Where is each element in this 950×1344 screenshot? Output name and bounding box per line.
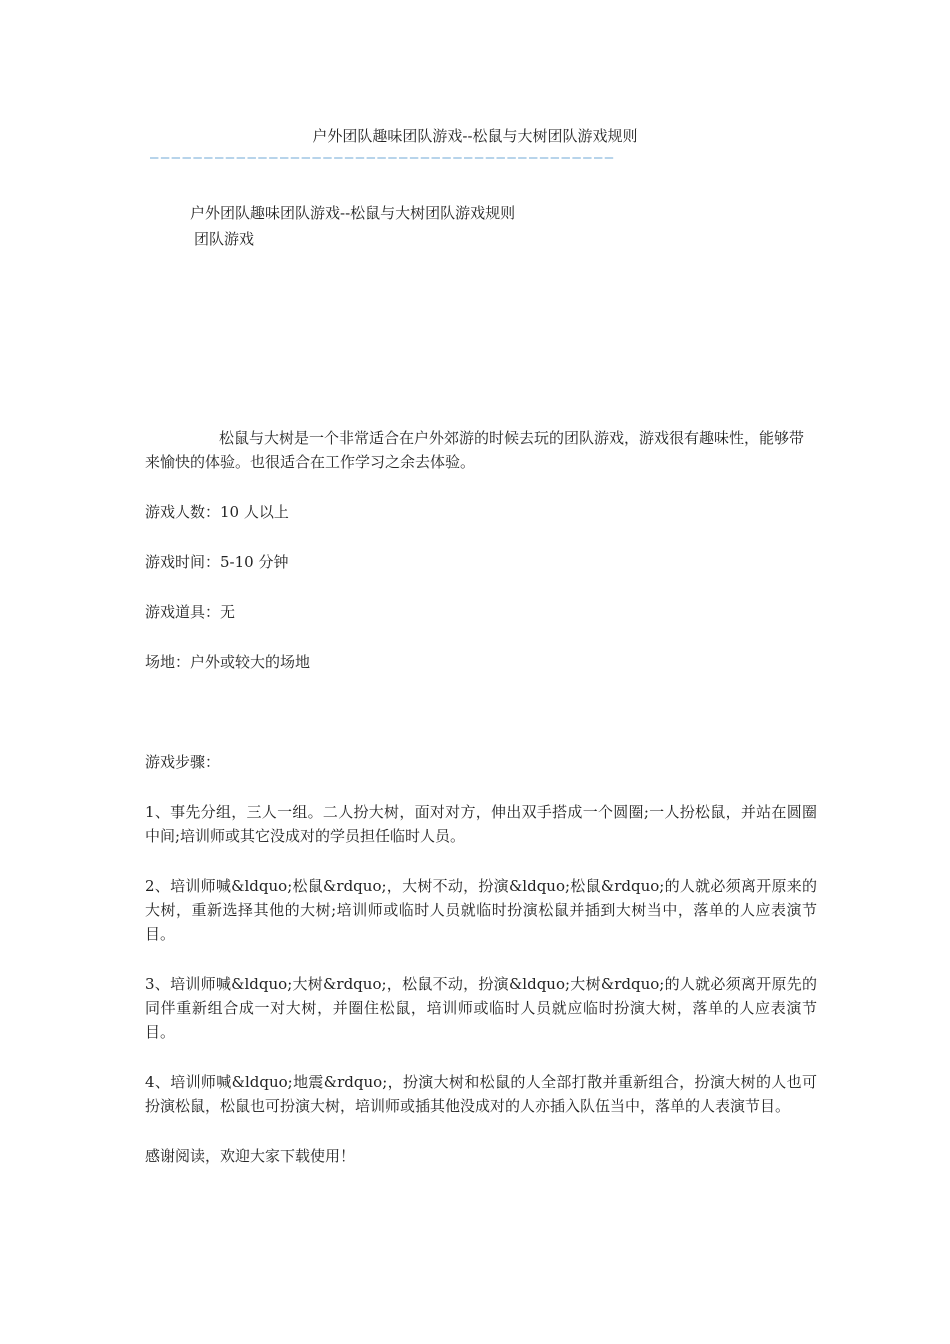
- steps-heading: 游戏步骤：: [145, 753, 221, 771]
- closing-line: 感谢阅读，欢迎大家下载使用！: [145, 1147, 356, 1165]
- duration-line: 游戏时间：5-10 分钟: [145, 553, 289, 571]
- step-paragraph: 1、事先分组，三人一组。二人扮大树，面对对方，伸出双手搭成一个圆圈;一人扮松鼠，并站在圆圈中间;培训师或其它没成对的学员担任临时人员。: [145, 803, 817, 845]
- players-line: 游戏人数：10 人以上: [145, 503, 289, 521]
- venue-line: 场地：户外或较大的场地: [145, 653, 311, 671]
- document-category: 团队游戏: [194, 230, 255, 248]
- header-divider: ———————————————————————————————————————————: [150, 150, 616, 166]
- step-paragraph: 4、培训师喊&ldquo;地震&rdquo;，扮演大树和松鼠的人全部打散并重新组合，扮演大树的人也可扮演松鼠，松鼠也可扮演大树，培训师或插其他没成对的人亦插入队伍当中，落单的人表演节目。: [145, 1073, 817, 1115]
- props-line: 游戏道具：无: [145, 603, 236, 621]
- document-subtitle: 户外团队趣味团队游戏--松鼠与大树团队游戏规则: [190, 204, 516, 222]
- step-paragraph: 3、培训师喊&ldquo;大树&rdquo;，松鼠不动，扮演&ldquo;大树&rdquo;的人就必须离开原先的同伴重新组合成一对大树，并圈住松鼠，培训师或临时人员就应临时扮演大树，落单的人应表演节目。: [145, 975, 817, 1041]
- document-body: [145, 426, 817, 1168]
- page-title: 户外团队趣味团队游戏--松鼠与大树团队游戏规则: [312, 127, 638, 145]
- step-paragraph: 2、培训师喊&ldquo;松鼠&rdquo;，大树不动，扮演&ldquo;松鼠&rdquo;的人就必须离开原来的大树，重新选择其他的大树;培训师或临时人员就临时扮演松鼠并插到大树当中，落单的人应表演节目。: [145, 877, 817, 943]
- intro-paragraph: 松鼠与大树是一个非常适合在户外郊游的时候去玩的团队游戏，游戏很有趣味性，能够带来愉快的体验。也很适合在工作学习之余去体验。: [145, 429, 805, 471]
